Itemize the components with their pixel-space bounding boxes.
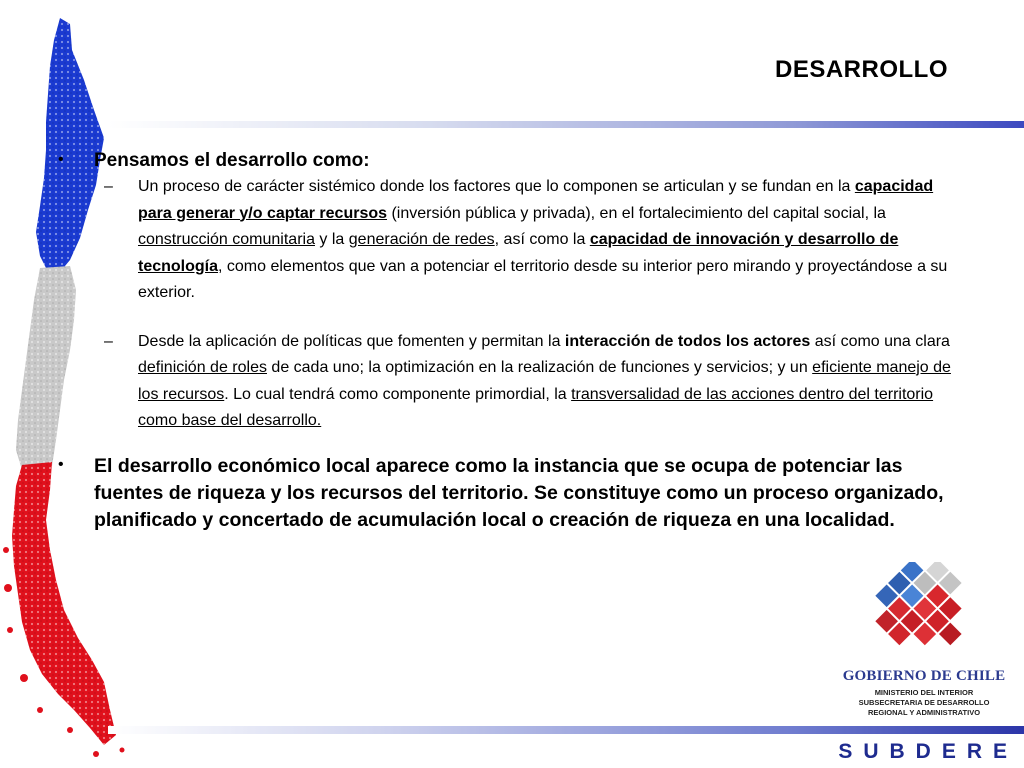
bullet-item bbox=[58, 453, 963, 534]
text-run: , como elementos que van a potenciar el territorio desde su interior pero mirando y proyectándose a su exterior. bbox=[138, 257, 948, 301]
underlined-text: eficiente manejo de los recursos bbox=[138, 359, 951, 403]
dash-marker: – bbox=[104, 178, 113, 195]
text-run: de cada uno; la optimización en la realización de funciones y servicios; y un bbox=[266, 359, 813, 376]
sub-bullet-item bbox=[102, 329, 963, 435]
text-run: Un proceso de carácter sistémico donde los factores que lo componen se articulan y se fundan en la bbox=[138, 178, 855, 195]
underlined-text: generación de redes bbox=[348, 231, 495, 248]
footer-divider bbox=[108, 726, 1024, 734]
sub-bullet-item bbox=[102, 174, 963, 307]
logo-subtitle: SUBSECRETARIA DE DESARROLLO bbox=[858, 698, 990, 707]
bullet-text: El desarrollo económico local aparece como la instancia que se ocupa de potenciar las fuentes de riqueza y los recursos del territorio. Se constituye como un proceso organizado, planificado y concertado de acumulación local o creación de riqueza en una localidad. bbox=[94, 454, 944, 531]
slide-content bbox=[58, 148, 963, 534]
title-divider bbox=[108, 121, 1024, 128]
text-run: así como una clara bbox=[810, 332, 950, 350]
bullet-item bbox=[58, 148, 963, 174]
logo-subtitle: MINISTERIO DEL INTERIOR bbox=[874, 688, 974, 697]
text-run: . Lo cual tendrá como componente primordial, la bbox=[224, 385, 572, 403]
footer-brand: SUBDERE bbox=[808, 740, 1018, 766]
emphasis-text: capacidad para generar y/o captar recursos bbox=[138, 178, 934, 222]
logo-title: GOBIERNO DE CHILE bbox=[842, 668, 1006, 684]
underlined-text: construcción comunitaria bbox=[138, 231, 315, 248]
underlined-text: definición de roles bbox=[138, 359, 267, 376]
underlined-text: transversalidad de las acciones dentro del territorio como base del desarrollo. bbox=[138, 385, 934, 429]
text-run: Desde la aplicación de políticas que fomenten y permitan la bbox=[138, 332, 565, 350]
bullet-marker: • bbox=[58, 151, 64, 168]
emphasis-text: capacidad de innovación y desarrollo de tecnología bbox=[138, 231, 899, 275]
text-run: y la bbox=[314, 231, 349, 248]
logo-subtitle: REGIONAL Y ADMINISTRATIVO bbox=[867, 708, 981, 717]
text-run: (inversión pública y privada), en el fortalecimiento del capital social, la bbox=[387, 204, 886, 222]
bullet-heading: Pensamos el desarrollo como: bbox=[94, 150, 370, 171]
text-run: , así como la bbox=[494, 231, 590, 248]
slide-title: DESARROLLO bbox=[775, 56, 948, 83]
dash-marker: – bbox=[104, 332, 113, 350]
bullet-marker: • bbox=[58, 455, 64, 473]
bold-text: interacción de todos los actores bbox=[564, 332, 811, 350]
